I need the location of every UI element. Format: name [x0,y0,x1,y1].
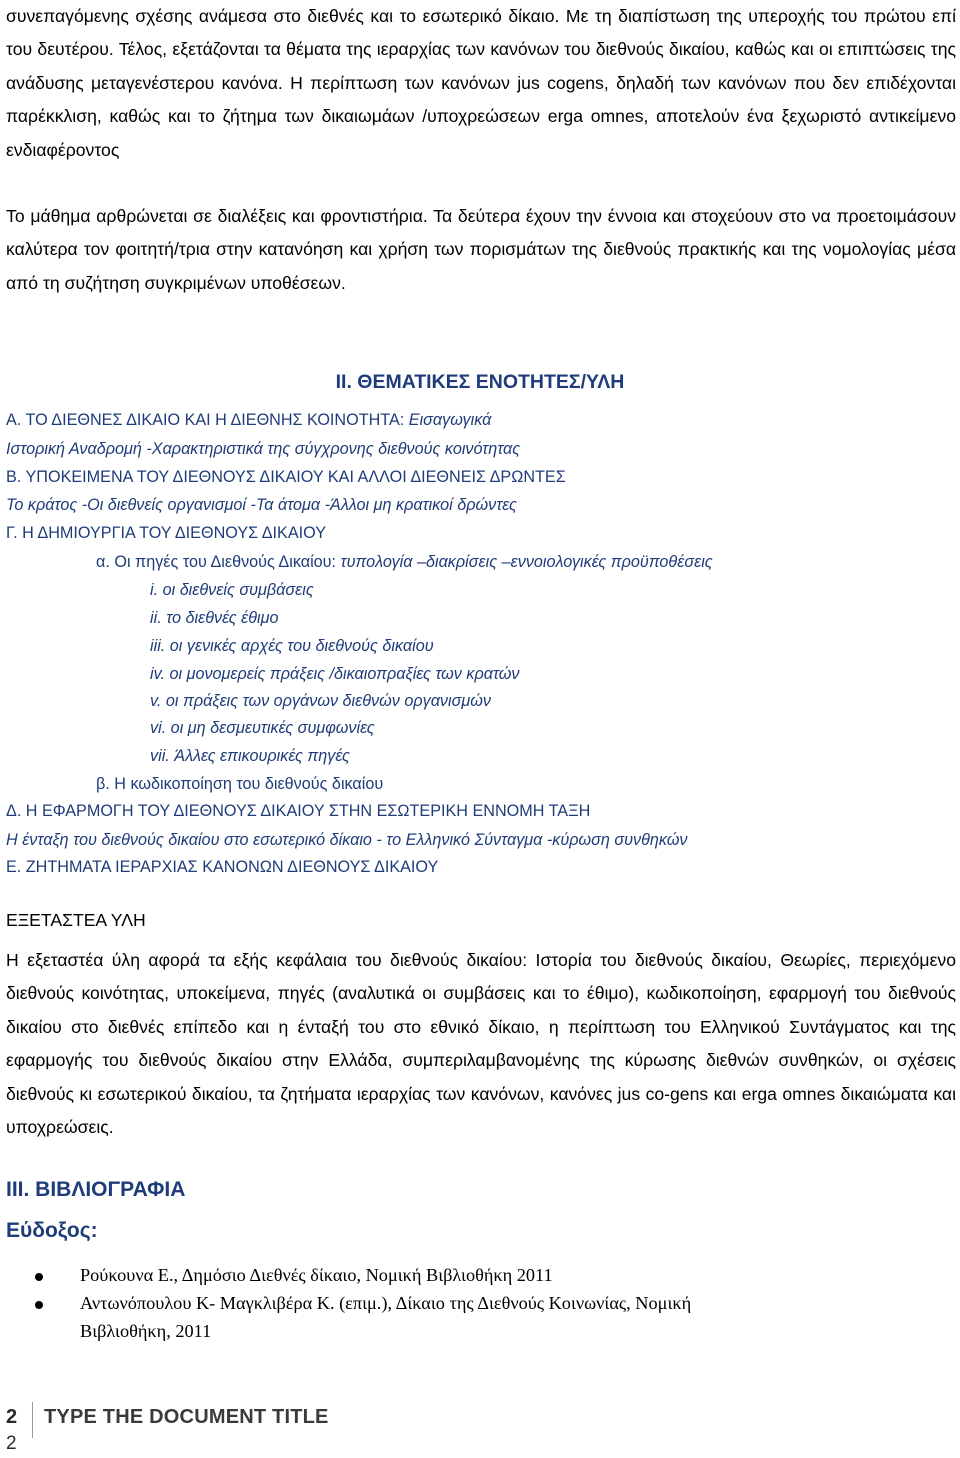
eudoxus-label: Εύδοξος: [6,1219,98,1242]
bullet-icon [35,1301,43,1309]
exam-paragraph: Η εξεταστέα ύλη αφορά τα εξής κεφάλαια του διεθνούς δικαίου: Ιστορία του διεθνούς δικαίου, Θεωρίες, περιεχόμενο διεθνούς κοινότητας, υποκείμενα, πηγές (αναλυτικά οι συμβάσεις και το έθιμο), κωδικοποίηση, εφαρμογή του διεθνούς δικαίου στο διεθνές επίπεδο και η ένταξή του στο εθνικό δίκαιο, η περίπτωση του Ελληνικού Συντάγματος και της εφαρμογής του διεθνούς δικαίου στην Ελλάδα, συμπεριλαμβανομένης της κύρωσης διεθνών συνθηκών, οι σχέσεις διεθνούς κι εσωτερικού δικαίου, τα ζητήματα ιεραρχίας των κανόνων, κανόνες jus co-gens και erga omnes δικαιώματα και υποχρεώσεις. [6,950,956,1138]
source-item: ii. το διεθνές έθιμο [150,609,279,627]
method-paragraph: Το μάθημα αρθρώνεται σε διαλέξεις και φροντιστήρια. Τα δεύτερα έχουν την έννοια και στοχεύουν στο να προετοιμάσουν καλύτερα τον φοιτητή/τρια στην κατανόηση και χρήση των πορισμάτων της διεθνούς πρακτικής και της νομολογίας μέσα από τη συζήτηση συγκριμένων υποθέσεων. [6,206,956,293]
topic-a-sub: Ιστορική Αναδρομή -Χαρακτηριστικά της σύγχρονης διεθνούς κοινότητας [6,440,521,458]
topic-c-alpha [96,553,713,572]
topic-a-suffix: Εισαγωγικά [408,411,492,429]
exam-heading: ΕΞΕΤΑΣΤΕΑ ΥΛΗ [6,910,146,930]
footer-divider [32,1402,33,1438]
topic-c-heading: Γ. Η ΔΗΜΙΟΥΡΓΙΑ ΤΟΥ ΔΙΕΘΝΟΥΣ ΔΙΚΑΙΟΥ [6,524,326,542]
source-item: v. οι πράξεις των οργάνων διεθνών οργανισμών [150,692,491,710]
source-item: iv. οι μονομερείς πράξεις /δικαιοπραξίες των κρατών [150,665,520,683]
topic-c-alpha-prefix: α. Οι πηγές του Διεθνούς Δικαίου: [96,553,337,571]
source-item: vii. Άλλες επικουρικές πηγές [150,747,350,765]
bibliography-item: Αντωνόπουλου Κ- Μαγκλιβέρα Κ. (επιμ.), Δίκαιο της Διεθνούς Κοινωνίας, Νομική [80,1293,692,1313]
footer-document-title: TYPE THE DOCUMENT TITLE [44,1406,329,1428]
source-item: i. οι διεθνείς συμβάσεις [150,581,314,599]
source-item: vi. οι μη δεσμευτικές συμφωνίες [150,719,375,737]
topic-b-sub: Το κράτος -Οι διεθνείς οργανισμοί -Τα άτομα -Άλλοι μη κρατικοί δρώντες [6,496,517,514]
footer-page-number: 2 [6,1406,18,1428]
bibliography-item: Ρούκουνα Ε., Δημόσιο Διεθνές δίκαιο, Νομική Βιβλιοθήκη 2011 [80,1265,553,1285]
footer-page-number-bottom: 2 [6,1433,17,1454]
section-heading-topics: II. ΘΕΜΑΤΙΚΕΣ ΕΝΟΤΗΤΕΣ/ΥΛΗ [335,371,625,393]
topic-b-heading: Β. ΥΠΟΚΕΙΜΕΝΑ ΤΟΥ ΔΙΕΘΝΟΥΣ ΔΙΚΑΙΟΥ ΚΑΙ ΑΛΛΟΙ ΔΙΕΘΝΕΙΣ ΔΡΩΝΤΕΣ [6,468,566,486]
topic-a-heading [6,411,491,430]
bibliography-heading: III. ΒΙΒΛΙΟΓΡΑΦΙΑ [6,1178,186,1201]
topic-e-heading: Ε. ΖΗΤΗΜΑΤΑ ΙΕΡΑΡΧΙΑΣ ΚΑΝΟΝΩΝ ΔΙΕΘΝΟΥΣ ΔΙΚΑΙΟΥ [6,858,439,876]
topic-c-alpha-suffix: τυπολογία –διακρίσεις –εννοιολογικές προϋποθέσεις [340,553,713,571]
topic-d-sub: Η ένταξη του διεθνούς δικαίου στο εσωτερικό δίκαιο - το Ελληνικό Σύνταγμα -κύρωση συνθηκών [6,831,688,849]
topic-c-beta: β. Η κωδικοποίηση του διεθνούς δικαίου [96,775,384,793]
topic-a-title: Α. ΤΟ ΔΙΕΘΝΕΣ ΔΙΚΑΙΟ ΚΑΙ Η ΔΙΕΘΝΗΣ ΚΟΙΝΟΤΗΤΑ: [6,411,405,429]
intro-paragraph: συνεπαγόμενης σχέσης ανάμεσα στο διεθνές και το εσωτερικό δίκαιο. Με τη διαπίστωση της υπεροχής του πρώτου επί του δευτέρου. Τέλος, εξετάζονται τα θέματα της ιεραρχίας των κανόνων του διεθνούς δικαίου, καθώς και οι επιπτώσεις της ανάδυσης μεταγενέστερου κανόνα. Η περίπτωση των κανόνων jus cogens, δηλαδή των κανόνων που δεν επιδέχονται παρέκκλιση, καθώς και το ζήτημα των δικαιωμάων /υποχρεώσεων erga omnes, αποτελούν ένα ξεχωριστό αντικείμενο ενδιαφέροντος [6,6,956,160]
source-item: iii. οι γενικές αρχές του διεθνούς δικαίου [150,637,434,655]
bullet-icon [35,1273,43,1281]
topic-d-heading: Δ. Η ΕΦΑΡΜΟΓΗ ΤΟΥ ΔΙΕΘΝΟΥΣ ΔΙΚΑΙΟΥ ΣΤΗΝ ΕΣΩΤΕΡΙΚΗ ΕΝΝΟΜΗ ΤΑΞΗ [6,802,591,820]
bibliography-item-continuation: Βιβλιοθήκη, 2011 [80,1321,212,1341]
